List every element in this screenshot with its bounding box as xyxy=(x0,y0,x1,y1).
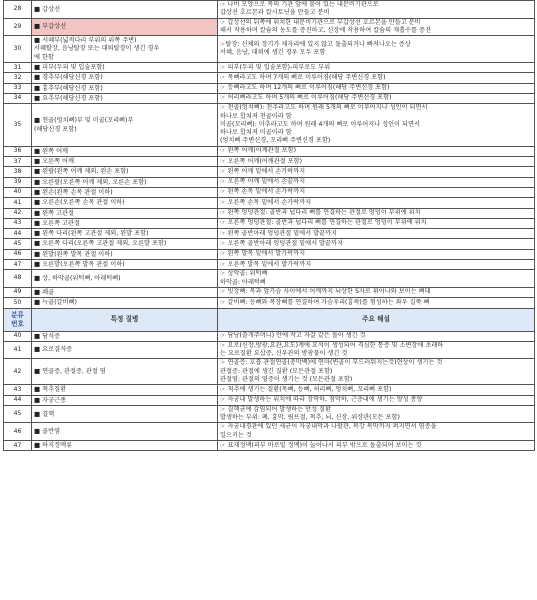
square-bullet-icon: ■ xyxy=(34,22,41,31)
table-row xyxy=(4,229,535,239)
disease-name-cell xyxy=(32,198,218,208)
disease-name-cell xyxy=(32,83,218,93)
square-bullet-icon: ■ xyxy=(34,395,41,404)
description-line: ☞ 연골증: 호흡 관절연골(중막백)에 연마(변골이 부드러워지는것)현상이 생기는 것 xyxy=(220,359,443,367)
description-line: ☞ 천골(엉치뼈): 천추라고도 하며 원래 5개의 뼈로 이루어지나 성인이 되면서 xyxy=(220,104,428,112)
description-cell xyxy=(218,287,535,297)
description-line: ☞ 허리뼈라고도 하며 5개의 뼈로 이루어짐(해당 주변신경 포함) xyxy=(220,94,392,102)
description-cell xyxy=(218,229,535,239)
description-line: ☞ 자궁내 발생하는 위치에 따라 장막하, 점막하, 근층내에 생기는 양성 종양 xyxy=(220,396,423,404)
row-number: 47 xyxy=(4,260,32,270)
row-number: 45 xyxy=(4,405,32,423)
square-bullet-icon: ■ xyxy=(34,187,41,196)
table-row xyxy=(4,405,535,423)
description-line: ☞ 담낭(쓸개주머니) 안에 작고 자갈 같은 돌이 생긴 것 xyxy=(220,332,366,339)
square-bullet-icon: ■ xyxy=(34,345,41,354)
description-line: ☞ 오른쪽 어깨 밑에서 손끝까지 xyxy=(220,178,306,186)
description-cell xyxy=(218,208,535,218)
description-line: ☞ 갑상선의 뒤쪽에 위치한 내분비기관으로 부갑상선 호르몬을 만들고 분비 xyxy=(220,18,421,26)
square-bullet-icon: ■ xyxy=(34,385,41,394)
disease-name-cell xyxy=(32,73,218,83)
row-number: 44 xyxy=(4,395,32,405)
disease-name-cell xyxy=(32,93,218,103)
disease-name: ■ 연골증, 관절증, 관절 염 xyxy=(34,367,106,376)
disease-name: ■ 서혜부(넓적다리 부위의 위쪽 주변) xyxy=(34,36,137,45)
table-row xyxy=(4,218,535,228)
disease-name-cell xyxy=(32,167,218,177)
description-line: ☞ 피부(두피 및 입술포함)-피부로도 부위 xyxy=(220,63,331,71)
row-number: 36 xyxy=(4,146,32,156)
disease-name: ■ 왼팔(왼쪽 어깨 제외, 왼손 포함) xyxy=(34,167,129,176)
disease-name-cell xyxy=(32,177,218,187)
row-number: 42 xyxy=(4,208,32,218)
disease-name-cell xyxy=(32,270,218,288)
description-cell xyxy=(218,167,535,177)
disease-name: ■ 상, 하악골(위턱뼈, 아래턱뼈) xyxy=(34,273,121,282)
row-number: 30 xyxy=(4,36,32,63)
table-row xyxy=(4,157,535,167)
header-col-desc: 주요 해설 xyxy=(218,308,535,331)
row-number: 41 xyxy=(4,198,32,208)
description-line: ☞ 나비 모양으로 목의 기관 앞에 붙어 있는 내분비기관으로 xyxy=(220,1,379,8)
description-cell xyxy=(218,395,535,405)
disease-name: ■ 결핵 xyxy=(34,409,55,418)
table-row xyxy=(4,395,535,405)
disease-name-cell xyxy=(32,287,218,297)
square-bullet-icon: ■ xyxy=(34,273,41,282)
description-cell xyxy=(218,83,535,93)
description-line: 관절증: 관절에 생긴 질환 (모든관절 포함) xyxy=(220,367,333,375)
row-number: 34 xyxy=(4,93,32,103)
description-cell xyxy=(218,385,535,395)
square-bullet-icon: ■ xyxy=(34,229,41,238)
disease-name-cell xyxy=(32,395,218,405)
description-line: ☞ 빗장뼈: 목과 앞가슴 사이에서 어깨까지 뇌상한 S자로 휘어나와 보이는 뼈대 xyxy=(220,288,431,296)
description-line: 하나로 합쳐져 미골이라 함 xyxy=(220,129,292,137)
table-row xyxy=(4,146,535,156)
disease-name-cell xyxy=(32,385,218,395)
row-number: 43 xyxy=(4,385,32,395)
square-bullet-icon: ■ xyxy=(34,116,41,125)
header-col-num: 분류 번호 xyxy=(4,308,32,331)
square-bullet-icon: ■ xyxy=(34,157,41,166)
row-number: 48 xyxy=(4,270,32,288)
table-row xyxy=(4,341,535,359)
description-line: ☞ 오른쪽 골반아래 엉덩관절 밑에서 발끝까지 xyxy=(220,239,343,247)
table-row xyxy=(4,298,535,308)
disease-name-cell xyxy=(32,298,218,308)
table-row xyxy=(4,187,535,197)
disease-name-cell xyxy=(32,331,218,341)
square-bullet-icon: ■ xyxy=(34,73,41,82)
description-line: ☞ 자궁내경관에 있던 세균이 자궁내막과 나팔관, 복강 복막까지 퍼지면서 염증을 xyxy=(220,423,437,431)
description-line: ☞ 왼쪽 손목 밑에서 손가락까지 xyxy=(220,188,306,196)
description-cell xyxy=(218,198,535,208)
description-cell xyxy=(218,341,535,359)
row-number: 50 xyxy=(4,298,32,308)
description-cell xyxy=(218,270,535,288)
description-line: 갑상선 호르몬과 칼시토닌을 만들고 분비 xyxy=(220,9,330,17)
disease-name: ■ 피부(두피 및 입술포함) xyxy=(34,63,105,72)
disease-name: ■ 흉추부(해당신경 포함) xyxy=(34,83,103,92)
description-cell xyxy=(218,93,535,103)
disease-table xyxy=(3,0,535,451)
description-cell xyxy=(218,146,535,156)
row-number: 45 xyxy=(4,239,32,249)
square-bullet-icon: ■ xyxy=(34,167,41,176)
disease-name: ■ 쇄골 xyxy=(34,287,55,296)
disease-name: ■ 오른손(오른쪽 손목 관절 이하) xyxy=(34,198,125,207)
row-number: 43 xyxy=(4,218,32,228)
description-line: ☞ 왼쪽 골반아래 엉덩관절 밑에서 발끝까지 xyxy=(220,229,337,237)
square-bullet-icon: ■ xyxy=(34,93,41,102)
disease-name-cell xyxy=(32,359,218,385)
disease-name-cell xyxy=(32,104,218,146)
description-cell xyxy=(218,359,535,385)
disease-name-cell xyxy=(32,341,218,359)
square-bullet-icon: ■ xyxy=(34,249,41,258)
square-bullet-icon: ■ xyxy=(34,239,41,248)
row-number: 42 xyxy=(4,359,32,385)
square-bullet-icon: ■ xyxy=(34,260,41,269)
row-number: 47 xyxy=(4,441,32,451)
description-cell xyxy=(218,441,535,451)
disease-name: ■ 왼발(왼쪽 발목 관절 이하) xyxy=(34,249,113,258)
row-number: 46 xyxy=(4,249,32,259)
description-line: ☞ 상악골: 위턱뼈 xyxy=(220,270,268,278)
description-cell xyxy=(218,405,535,423)
disease-name: ■ 부갑상선 xyxy=(34,22,67,31)
square-bullet-icon: ■ xyxy=(34,146,41,155)
disease-name: ■ 척추질환 xyxy=(34,385,67,394)
row-number: 39 xyxy=(4,177,32,187)
description-line: 서혜, 음낭, 대퇴에 생긴 경우 모두 포함 xyxy=(220,49,326,57)
description-cell xyxy=(218,157,535,167)
header-col-name: 특정 질병 xyxy=(32,308,218,331)
description-line: 하악골: 아래턱뼈 xyxy=(220,278,266,286)
disease-name-cell xyxy=(32,239,218,249)
description-cell xyxy=(218,423,535,441)
disease-name-cell xyxy=(32,260,218,270)
description-cell xyxy=(218,104,535,146)
row-number: 49 xyxy=(4,287,32,297)
square-bullet-icon: ■ xyxy=(34,287,41,296)
disease-name: ■ 하지정맥류 xyxy=(34,441,73,450)
table-row xyxy=(4,260,535,270)
table-row xyxy=(4,359,535,385)
description-line: ☞ 오른쪽 어깨(어깨관절 포함) xyxy=(220,157,303,165)
table-row xyxy=(4,287,535,297)
square-bullet-icon: ■ xyxy=(34,4,41,13)
table-row xyxy=(4,331,535,341)
description-cell xyxy=(218,331,535,341)
row-number: 35 xyxy=(4,104,32,146)
row-number: 40 xyxy=(4,187,32,197)
disease-name: ■ 왼쪽 고관절 xyxy=(34,208,75,217)
table-row xyxy=(4,1,535,19)
table-row xyxy=(4,385,535,395)
table-row xyxy=(4,239,535,249)
description-line: ☞ 척추에 생기는 질환(목뼈, 등뼈, 허리뼈, 엉치뼈, 꼬리뼈 포함) xyxy=(220,385,392,393)
table-row xyxy=(4,93,535,103)
row-number: 40 xyxy=(4,331,32,341)
description-cell xyxy=(218,249,535,259)
table-header xyxy=(4,308,535,331)
square-bullet-icon: ■ xyxy=(34,427,41,436)
disease-name-cell xyxy=(32,63,218,73)
description-line: 해서 작용하며 칼슘의 농도를 증진하고, 신장에 작용하여 칼슘의 재흡수를 증진 xyxy=(220,26,431,34)
row-number: 44 xyxy=(4,229,32,239)
description-cell xyxy=(218,73,535,83)
table-row xyxy=(4,270,535,288)
disease-name: ■ 담석증 xyxy=(34,331,61,340)
disease-name: ■ 요추부(해당신경 포함) xyxy=(34,93,103,102)
description-line: ☞ 오른쪽 손목 밑에서 손가락까지 xyxy=(220,198,312,206)
square-bullet-icon: ■ xyxy=(34,208,41,217)
row-number: 46 xyxy=(4,423,32,441)
disease-name-cell xyxy=(32,18,218,36)
disease-name: ■ 요로결석증 xyxy=(34,345,73,354)
description-line: ☞ 왼쪽 발목 밑에서 발가락까지 xyxy=(220,250,306,258)
row-number: 31 xyxy=(4,63,32,73)
description-cell xyxy=(218,239,535,249)
description-line: 하나로 합쳐져 천골이라 함 xyxy=(220,112,292,120)
disease-name: ■ 경추부(해당신경 포함) xyxy=(34,73,103,82)
disease-name-cell xyxy=(32,229,218,239)
header-row xyxy=(4,308,535,331)
table-row xyxy=(4,177,535,187)
description-cell xyxy=(218,36,535,63)
description-cell xyxy=(218,177,535,187)
table-row xyxy=(4,18,535,36)
disease-name-cell xyxy=(32,1,218,19)
description-line: 발생하는 부위: 폐, 흉막, 림프절, 척추, 뇌, 신장, 위장관(모든 포함) xyxy=(220,414,400,422)
row-number: 41 xyxy=(4,341,32,359)
disease-name: 서혜탈장, 음낭탈장 또는 대퇴탈장이 생긴 경우 xyxy=(34,45,160,53)
description-line: 는 요로질환 요삽증, 신우관의 방광물이 생긴 것 xyxy=(220,350,348,358)
square-bullet-icon: ■ xyxy=(34,177,41,186)
square-bullet-icon: ■ xyxy=(34,298,41,307)
square-bullet-icon: ■ xyxy=(34,218,41,227)
description-line: 관절염: 관절의 염증이 생기는 것 (모든관절 포함) xyxy=(220,375,353,383)
disease-name-cell xyxy=(32,423,218,441)
table-row xyxy=(4,104,535,146)
description-cell xyxy=(218,63,535,73)
description-line: ☞ 오른쪽 엉덩관절: 골반과 넙다리 뼈를 연결하는 관절로 엉덩이 부위에 위치 xyxy=(220,219,427,227)
description-line: ☞ 갈비뼈: 등뼈와 복장뼈를 연결하여 가슴우리(흉곽)를 형성하는 좌우 길쭉 뼈 xyxy=(220,298,430,306)
description-cell xyxy=(218,260,535,270)
description-line: ☞탈장: 신체의 장기가 제자리에 있지 않고 돌출되거나 빠져나오는 증상 xyxy=(220,40,411,48)
table-row xyxy=(4,441,535,451)
table-row xyxy=(4,63,535,73)
description-cell xyxy=(218,298,535,308)
square-bullet-icon: ■ xyxy=(34,63,41,72)
disease-name: ■ 자궁근종 xyxy=(34,395,67,404)
row-number: 28 xyxy=(4,1,32,19)
disease-name-cell xyxy=(32,218,218,228)
disease-name: ■ 오른쪽 어깨 xyxy=(34,157,75,166)
table-row xyxy=(4,36,535,63)
disease-name: ■ 왼쪽 어깨 xyxy=(34,146,69,155)
table-row xyxy=(4,249,535,259)
table-row xyxy=(4,208,535,218)
row-number: 32 xyxy=(4,73,32,83)
description-line: ☞ 표재정맥(피부 바로밑 정맥)이 늘어나서 피부 밖으로 돌출되어 보이는 것 xyxy=(220,441,422,449)
disease-name: ■ 오른쪽 다리(오른쪽 고관절 제외, 오른발 포함) xyxy=(34,239,167,248)
disease-name-cell xyxy=(32,157,218,167)
disease-name: ■ 왼손(왼쪽 손목 관절 이하) xyxy=(34,187,113,196)
description-line: ☞ 결핵균에 감염되어 발생하는 만성 질환 xyxy=(220,405,332,413)
description-cell xyxy=(218,18,535,36)
disease-name: ■ 왼쪽 다리(왼쪽 고관절 제외, 왼발 포함) xyxy=(34,229,149,238)
disease-name: ■ 갑상선 xyxy=(34,4,61,13)
disease-name-cell xyxy=(32,208,218,218)
square-bullet-icon: ■ xyxy=(34,36,41,45)
disease-name: (해당신경 포함) xyxy=(34,125,77,133)
disease-name: ■ 천골(엉치뼈)부 및 미골(꼬리뼈)부 xyxy=(34,116,134,125)
table-row xyxy=(4,73,535,83)
table-row xyxy=(4,198,535,208)
description-line: (엉치뼈 주변신경, 꼬리뼈 주변신경 포함) xyxy=(220,137,331,145)
square-bullet-icon: ■ xyxy=(34,331,41,340)
description-line: ☞ 왼쪽 어깨(어깨관절 포함) xyxy=(220,147,297,155)
description-line: ☞ 오른쪽 발목 밑에서 발가락까지 xyxy=(220,260,312,268)
square-bullet-icon: ■ xyxy=(34,409,41,418)
table-body-top xyxy=(4,1,535,309)
description-line: ☞ 왼쪽 어깨 밑에서 손가락까지 xyxy=(220,167,306,175)
disease-name-cell xyxy=(32,405,218,423)
disease-name-cell xyxy=(32,441,218,451)
disease-name-cell xyxy=(32,36,218,63)
disease-name-cell xyxy=(32,187,218,197)
description-line: 일으키는 것 xyxy=(220,431,252,439)
row-number: 37 xyxy=(4,157,32,167)
description-line: ☞ 목뼈라고도 하며 7개의 뼈로 이루어짐(해당 주변신경 포함) xyxy=(220,73,386,81)
table-row xyxy=(4,167,535,177)
description-cell xyxy=(218,1,535,19)
description-line: ☞ 요로(신장,방광,요관,요도)계에 요석이 생성되어 격심한 통증 및 소변장애 초래하 xyxy=(220,341,444,349)
square-bullet-icon: ■ xyxy=(34,198,41,207)
disease-name: ■ 늑골(갈비뼈) xyxy=(34,298,77,307)
disease-name: ■ 오른쪽 고관절 xyxy=(34,218,80,227)
row-number: 33 xyxy=(4,83,32,93)
disease-name: 에 한함 xyxy=(34,53,54,61)
description-cell xyxy=(218,187,535,197)
description-line: 미골(꼬리뼈): 미추라고도 하며 원래 4개의 뼈로 이루어지나 성인이 되면서 xyxy=(220,120,420,128)
table-row xyxy=(4,423,535,441)
disease-name: ■ 오른팔(오른쪽 어깨 제외, 오른손 포함) xyxy=(34,177,147,186)
disease-name: ■ 오른발(오른쪽 발목 관절 이하) xyxy=(34,260,125,269)
table-body-bottom xyxy=(4,331,535,451)
description-line: ☞ 왼쪽 엉덩관절: 골반과 넙다리 뼈를 연결하는 관절로 엉덩이 부위에 위치 xyxy=(220,209,421,217)
description-line: ☞ 등뼈라고도 하며 12개의 뼈로 이루어짐(해당 주변신경 포함) xyxy=(220,84,390,92)
description-cell xyxy=(218,218,535,228)
table-row xyxy=(4,83,535,93)
square-bullet-icon: ■ xyxy=(34,367,41,376)
row-number: 29 xyxy=(4,18,32,36)
row-number: 38 xyxy=(4,167,32,177)
square-bullet-icon: ■ xyxy=(34,83,41,92)
disease-name-cell xyxy=(32,249,218,259)
disease-name-cell xyxy=(32,146,218,156)
disease-name: ■ 골반염 xyxy=(34,427,61,436)
square-bullet-icon: ■ xyxy=(34,441,41,450)
